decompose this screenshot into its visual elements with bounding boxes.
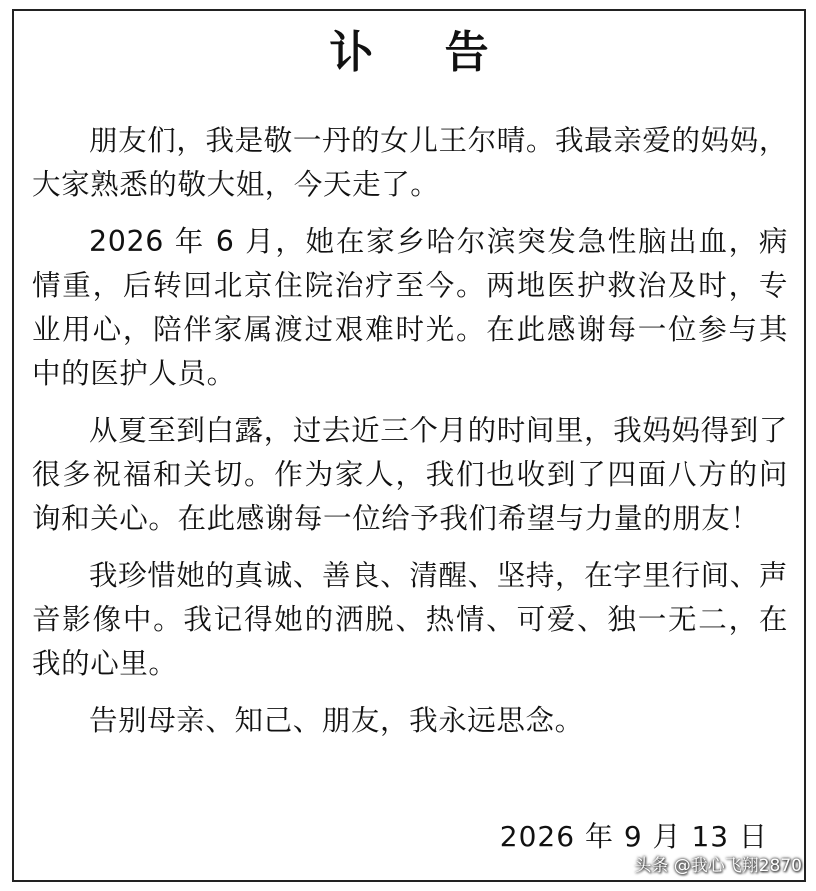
notice-date: 2026 年 9 月 13 日	[499, 820, 768, 853]
notice-title: 讣 告	[329, 27, 517, 78]
notice-paragraph-4: 我珍惜她的真诚、善良、清醒、坚持，在字里行间、声音影像中。我记得她的洒脱、热情、可爱、独一无二，在我的心里。	[32, 559, 788, 680]
notice-paragraph-3: 从夏至到白露，过去近三个月的时间里，我妈妈得到了很多祝福和关切。作为家人，我们也收到了四面八方的问询和关心。在此感谢每一位给予我们希望与力量的朋友！	[32, 414, 788, 535]
watermark: 头条 @我心飞翔2870	[634, 856, 802, 876]
notice-paragraph-2: 2026 年 6 月，她在家乡哈尔滨突发急性脑出血，病情重，后转回北京住院治疗至今。两地医护救治及时，专业用心，陪伴家属渡过艰难时光。在此感谢每一位参与其中的医护人员。	[32, 225, 788, 390]
notice-body	[32, 119, 788, 756]
notice-paragraph-1: 朋友们，我是敬一丹的女儿王尔晴。我最亲爱的妈妈，大家熟悉的敬大姐，今天走了。	[32, 124, 788, 201]
obituary-notice	[12, 9, 806, 882]
notice-paragraph-5: 告别母亲、知己、朋友，我永远思念。	[89, 704, 584, 737]
